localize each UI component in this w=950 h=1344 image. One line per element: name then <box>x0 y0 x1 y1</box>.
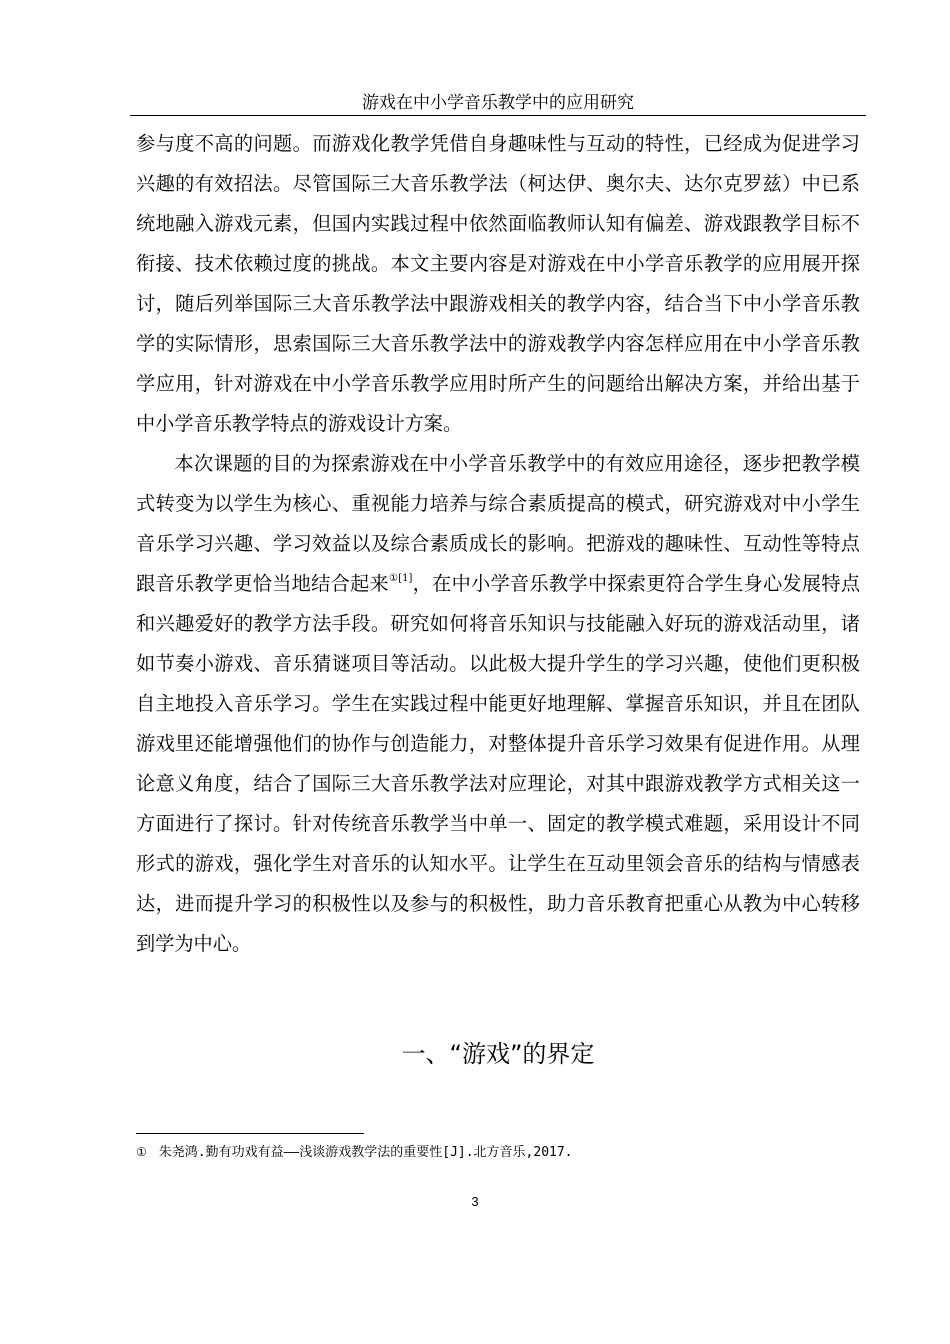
paragraph-2-part-1: 本次课题的目的为探索游戏在中小学音乐教学中的有效应用途径，逐步把教学模式转变为以学生为核心、重视能力培养与综合素质提高的模式，研究游戏对中小学生音乐学习兴趣、学习效益以及综合素质成长的影响。把游戏的趣味性、互动性等特点跟音乐教学更恰当地结合起来 <box>136 452 860 595</box>
citation-ref[interactable]: ①[1] <box>389 573 413 584</box>
page-number: 3 <box>471 1194 479 1209</box>
running-header: 游戏在中小学音乐教学中的应用研究 <box>362 93 634 113</box>
body-text <box>136 124 860 964</box>
header-rule <box>130 115 866 116</box>
footnote-rule <box>136 1133 364 1134</box>
paragraph-1: 参与度不高的问题。而游戏化教学凭借自身趣味性与互动的特性，已经成为促进学习兴趣的有效招法。尽管国际三大音乐教学法（柯达伊、奥尔夫、达尔克罗兹）中已系统地融入游戏元素，但国内实践过程中依然面临教师认知有偏差、游戏跟教学目标不衔接、技术依赖过度的挑战。本文主要内容是对游戏在中小学音乐教学的应用展开探讨，随后列举国际三大音乐教学法中跟游戏相关的教学内容，结合当下中小学音乐教学的实际情形，思索国际三大音乐教学法中的游戏教学内容怎样应用在中小学音乐教学应用，针对游戏在中小学音乐教学应用时所产生的问题给出解决方案，并给出基于中小学音乐教学特点的游戏设计方案。 <box>136 132 860 435</box>
section-heading: 一、“游戏”的界定 <box>401 1040 595 1068</box>
footnote <box>136 1141 860 1164</box>
paragraph-2 <box>136 444 860 964</box>
footnote-text: 朱尧鸿.勤有功戏有益——浅谈游戏教学法的重要性[J].北方音乐,2017. <box>158 1145 573 1160</box>
footnote-mark: ① <box>136 1145 147 1159</box>
paragraph-2-part-2: ，在中小学音乐教学中探索更符合学生身心发展特点和兴趣爱好的教学方法手段。研究如何将音乐知识与技能融入好玩的游戏活动里，诸如节奏小游戏、音乐猜谜项目等活动。以此极大提升学生的学习兴趣，使他们更积极自主地投入音乐学习。学生在实践过程中能更好地理解、掌握音乐知识，并且在团队游戏里还能增强他们的协作与创造能力，对整体提升音乐学习效果有促进作用。从理论意义角度，结合了国际三大音乐教学法对应理论，对其中跟游戏教学方式相关这一方面进行了探讨。针对传统音乐教学当中单一、固定的教学模式难题，采用设计不同形式的游戏，强化学生对音乐的认知水平。让学生在互动里领会音乐的结构与情感表达，进而提升学习的积极性以及参与的积极性，助力音乐教育把重心从教为中心转移到学为中心。 <box>136 572 861 955</box>
